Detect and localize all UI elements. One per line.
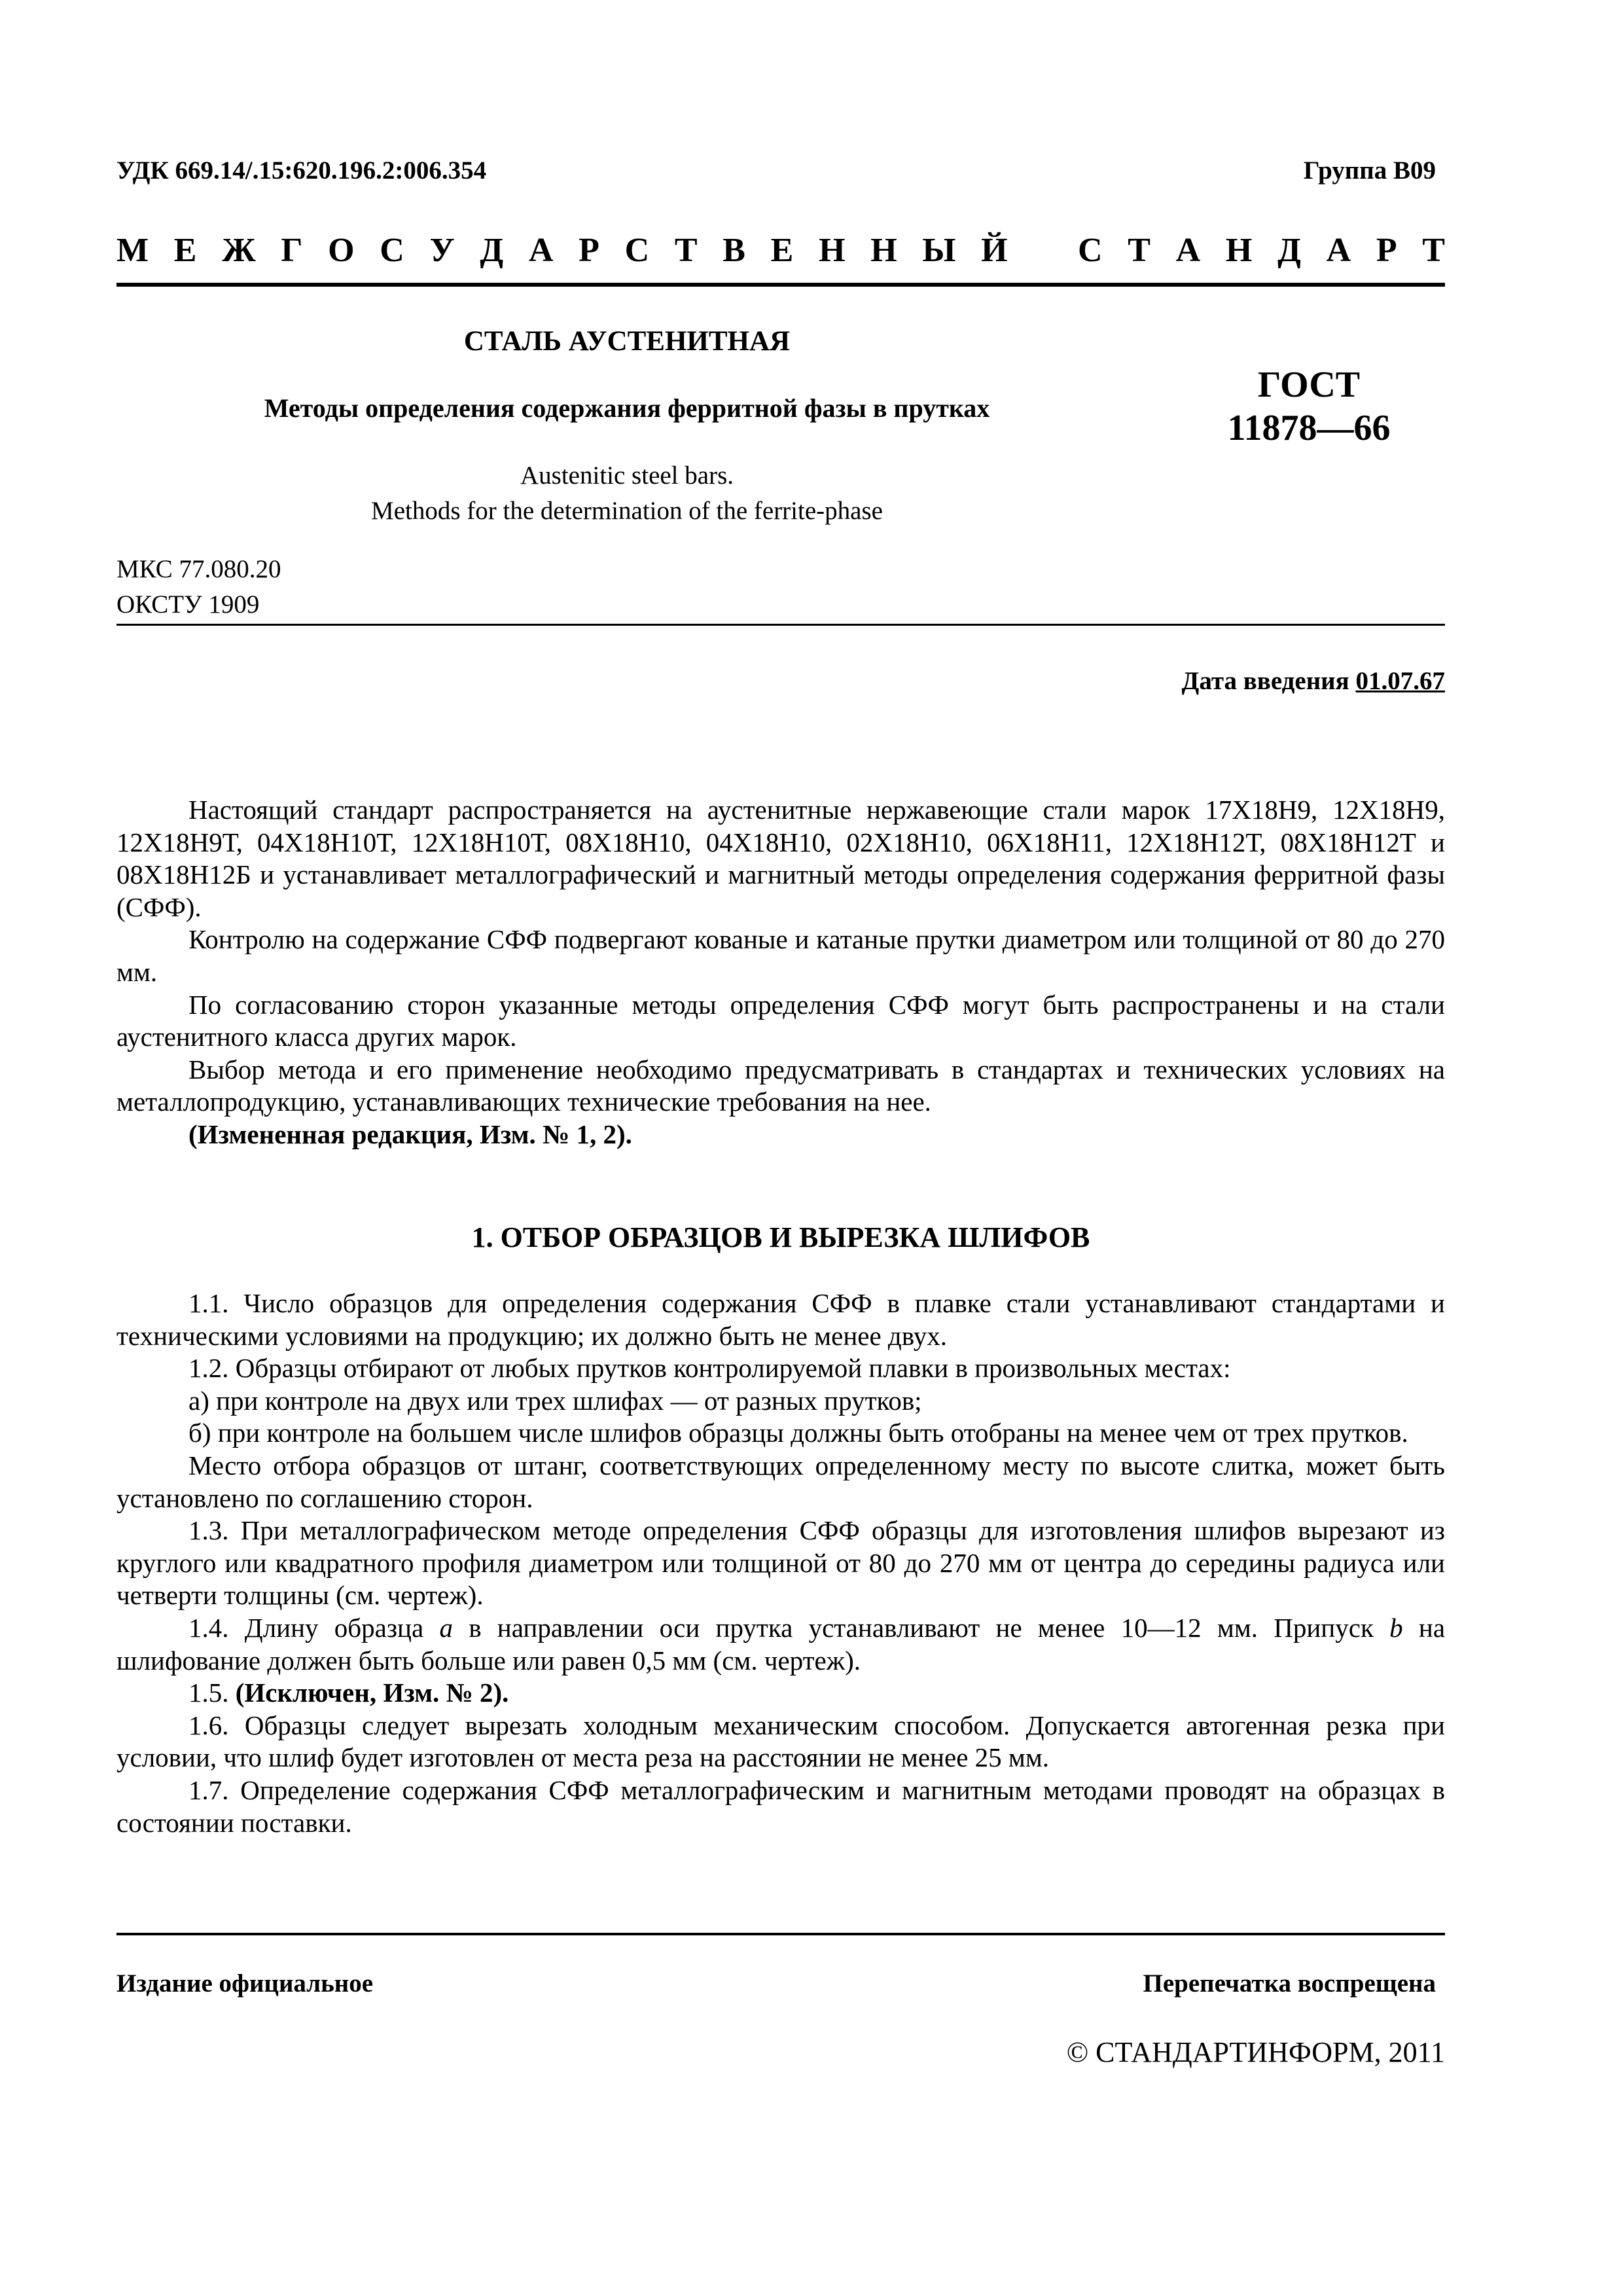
header-letter: Е — [770, 231, 794, 269]
header-letter: С — [380, 231, 404, 269]
header-letter: М — [116, 231, 149, 269]
english-title-line1: Austenitic steel bars. — [520, 461, 734, 490]
variable-a: a — [439, 1612, 453, 1643]
clause-1-1: 1.1. Число образцов для определения содержания СФФ в плавке стали устанавливают стандартами и техническими условиями на продукцию; их должно быть не менее двух. — [116, 1288, 1445, 1351]
codes-rule — [116, 624, 1445, 626]
clause-1-2-a: а) при контроле на двух или трех шлифах — от разных прутков; — [188, 1385, 922, 1416]
gost-label: ГОСТ — [1257, 365, 1361, 405]
clause-1-5-excluded: (Исключен, Изм. № 2). — [235, 1677, 509, 1708]
interstate-standard-header — [116, 229, 1445, 271]
document-title: СТАЛЬ АУСТЕНИТНАЯ — [463, 326, 791, 357]
intro-paragraph: Контролю на содержание СФФ подвергают кованые и катаные прутки диаметром или толщиной от 80 до 270 мм. — [116, 924, 1445, 987]
clause-1-4 — [116, 1612, 1445, 1677]
clause-1-4-part: на шлифование должен быть больше или равен 0,5 мм (см. чертеж). — [116, 1612, 1446, 1676]
copyright: © СТАНДАРТИНФОРМ, 2011 — [1066, 2036, 1445, 2068]
header-letter: В — [722, 231, 745, 269]
header-letter: С — [624, 231, 650, 269]
clause-1-4-part: 1.4. Длину образца — [188, 1612, 440, 1643]
clause-1-4-part: в направлении оси прутка устанавливают не менее 10—12 мм. Припуск — [452, 1612, 1390, 1643]
header-letter: Т — [674, 231, 698, 269]
amendment-note: (Измененная редакция, Изм. № 1, 2). — [188, 1119, 632, 1149]
header-letter: Ж — [222, 231, 256, 269]
header-letter: Ы — [922, 231, 956, 269]
classification-codes — [116, 552, 281, 622]
introduction-date — [1182, 666, 1445, 696]
header-letter: Г — [281, 231, 303, 269]
group-code: Группа В09 — [1303, 156, 1436, 185]
header-letter: Д — [480, 231, 504, 269]
footer-rule — [116, 1933, 1445, 1935]
mks-code: МКС 77.080.20 — [116, 555, 281, 583]
header-letter: С — [1078, 231, 1103, 269]
document-subtitle: Методы определения содержания ферритной фазы в прутках — [264, 393, 990, 423]
date-label: Дата введения — [1181, 667, 1356, 695]
reprint-prohibited: Перепечатка воспрещена — [1143, 1969, 1436, 1998]
clause-1-5-number: 1.5. — [188, 1677, 236, 1708]
clause-1-3: 1.3. При металлографическом методе определения СФФ образцы для изготовления шлифов вырезают из круглого или квадратного профиля диаметром или толщиной от 80 до 270 мм от центра до середины радиуса или четверти толщины (см. чертеж). — [116, 1515, 1445, 1611]
header-letter: Н — [870, 231, 897, 269]
header-letter: У — [429, 231, 455, 269]
header-letter: Й — [981, 231, 1008, 269]
clause-1-6: 1.6. Образцы следует вырезать холодным механическим способом. Допускается автогенная резка при условии, что шлиф будет изготовлен от места реза на расстоянии не менее 25 мм. — [116, 1710, 1445, 1773]
clause-1-2-b: б) при контроле на большем числе шлифов образцы должны быть отобраны на менее чем от трех прутков. — [188, 1418, 1408, 1448]
section1-text — [116, 1287, 1445, 1839]
header-letter: Р — [1376, 231, 1397, 269]
header-letter: Н — [819, 231, 846, 269]
header-rule — [116, 283, 1445, 287]
intro-text — [116, 794, 1445, 1151]
header-letter: Н — [1225, 231, 1253, 269]
header-letter: А — [1326, 231, 1351, 269]
clause-1-2-note: Место отбора образцов от штанг, соответствующих определенному месту по высоте слитка, может быть установлено по соглашению сторон. — [116, 1450, 1445, 1513]
header-letter: Р — [579, 231, 599, 269]
header-letter: Т — [1422, 231, 1445, 269]
okstu-code: ОКСТУ 1909 — [116, 590, 260, 619]
udk-code: УДК 669.14/.15:620.196.2:006.354 — [116, 156, 487, 185]
header-letter: А — [528, 231, 554, 269]
header-letter: Д — [1277, 231, 1301, 269]
intro-paragraph: По согласованию сторон указанные методы определения СФФ могут быть распространены и на стали аустенитного класса других марок. — [116, 989, 1445, 1052]
header-letter: А — [1175, 231, 1201, 269]
clause-1-5 — [116, 1677, 1445, 1710]
clause-1-2: 1.2. Образцы отбирают от любых прутков контролируемой плавки в произвольных местах: — [188, 1353, 1231, 1384]
official-edition: Издание официальное — [116, 1969, 374, 1998]
gost-code: 11878—66 — [1227, 408, 1391, 448]
variable-b: b — [1389, 1612, 1403, 1643]
clause-1-7: 1.7. Определение содержания СФФ металлографическим и магнитным методами проводят на образцах в состоянии поставки. — [116, 1774, 1445, 1838]
intro-paragraph: Настоящий стандарт распространяется на аустенитные нержавеющие стали марок 17Х18Н9, 12Х18Н9, 12Х18Н9Т, 04Х18Н10Т, 12Х18Н10Т, 08Х18Н10, 04Х18Н10, 02Х18Н10, 06Х18Н11, 12Х18Н12Т, 08Х18Н12Т и 08Х18Н12Б и устанавливает металлографический и магнитный методы определения содержания ферритной фазы (СФФ). — [116, 795, 1445, 922]
header-letter: О — [328, 231, 355, 269]
section-heading: 1. ОТБОР ОБРАЗЦОВ И ВЫРЕЗКА ШЛИФОВ — [471, 1221, 1090, 1253]
intro-paragraph: Выбор метода и его применение необходимо предусматривать в стандартах и технических условиях на металлопродукцию, устанавливающих технические требования на нее. — [116, 1054, 1445, 1117]
english-title-line2: Methods for the determination of the ferrite-phase — [371, 497, 883, 525]
date-value: 01.07.67 — [1355, 667, 1445, 695]
header-letter: Т — [1128, 231, 1150, 269]
gost-number — [1139, 363, 1479, 450]
english-title — [116, 458, 1137, 529]
header-letter: Е — [173, 231, 197, 269]
